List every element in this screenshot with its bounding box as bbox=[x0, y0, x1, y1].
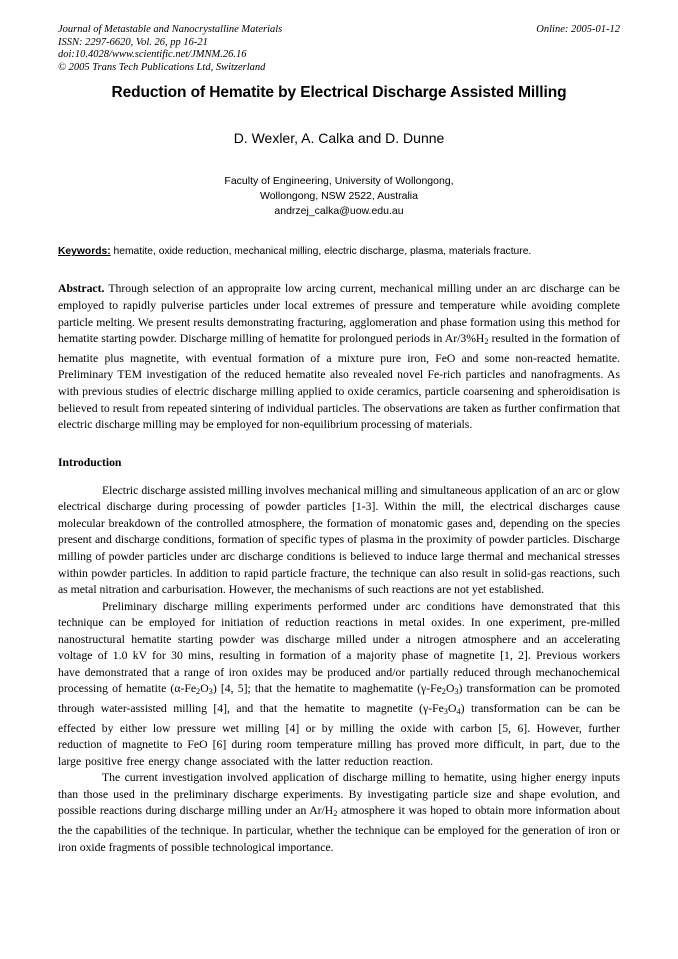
intro-p3-part-b: atmosphere it was hoped to obtain more information about the the capabilities of the technique. In particular, whether the technique can be employed for the generation of iron or iron oxide fragments of possible technological importance. bbox=[58, 804, 620, 854]
intro-p2-part-b: O bbox=[200, 682, 209, 696]
keywords-line bbox=[58, 245, 620, 259]
intro-p2-sub-c: 2 bbox=[441, 687, 446, 697]
intro-paragraph-2 bbox=[58, 599, 620, 771]
intro-p2-part-c: ) [4, 5]; that the hematite to maghematite (γ-Fe bbox=[212, 682, 442, 696]
contact-email: andrzej_calka@uow.edu.au bbox=[274, 205, 404, 218]
copyright-line: © 2005 Trans Tech Publications Ltd, Switzerland bbox=[58, 61, 266, 73]
affiliation bbox=[58, 174, 620, 204]
abstract-paragraph bbox=[58, 281, 620, 433]
intro-p3-part-a: The current investigation involved application of discharge milling to hematite, using higher energy inputs than those used in the preliminary discharge experiments. By investigating particle size and shape evolution, and possible reactions during discharge milling under an Ar/H bbox=[58, 771, 620, 818]
intro-p2-sub-a: 2 bbox=[196, 687, 201, 697]
author-list: D. Wexler, A. Calka and D. Dunne bbox=[233, 130, 445, 147]
affiliation-line-1: Faculty of Engineering, University of Wollongong, bbox=[224, 175, 454, 188]
abstract-text-part-2: resulted in the formation of hematite plus magnetite, with eventual formation of a mixture pure iron, FeO and some non-reacted hematite. Preliminary TEM investigation of the reduced hematite also revealed novel Fe-rich particles and nanofragments. As with previous studies of electric discharge milling applied to oxide ceramics, particle coarsening and spheroidisation is believed to result from repeated sintering of individual particles. The observations are taken as further confirmation that electric discharge milling may be employed for non-equilibrium processing of materials. bbox=[58, 332, 620, 432]
abstract-label: Abstract. bbox=[58, 282, 105, 296]
journal-name: Journal of Metastable and Nanocrystalline Materials bbox=[58, 24, 283, 35]
issn-line: ISSN: 2297-6620, Vol. 26, pp 16-21 bbox=[58, 36, 208, 48]
intro-p3-sub-a: 2 bbox=[333, 809, 338, 819]
keywords-label: Keywords: bbox=[58, 246, 111, 258]
intro-p2-sub-d: 3 bbox=[454, 687, 459, 697]
section-heading-introduction: Introduction bbox=[58, 455, 122, 469]
intro-p2-sub-f: 4 bbox=[456, 707, 461, 717]
intro-paragraph-3 bbox=[58, 770, 620, 856]
abstract-subscript-1: 2 bbox=[484, 337, 489, 347]
keywords-value: hematite, oxide reduction, mechanical milling, electric discharge, plasma, materials fracture. bbox=[110, 246, 532, 258]
intro-p2-part-g: ) transformation can be can be effected by either low pressure wet milling [4] or by milling the oxide with carbon [5, 6]. However, further reduction of magnetite to FeO [6] during room temperature milling has proved more difficult, in part, due to the large positive free energy change associated with the latter reduction reaction. bbox=[58, 702, 621, 768]
affiliation-line-2: Wollongong, NSW 2522, Australia bbox=[260, 190, 418, 203]
intro-p2-part-a: Preliminary discharge milling experiments performed under arc conditions have demonstrated that this technique can be employed for initiation of reduction reactions in metal oxides. In one experiment, pre-milled nanostructural hematite starting powder was discharge milled under a nitrogen atmosphere and an accelerating voltage of 1.0 kV for 30 mins, resulting in formation of a majority phase of magnetite [1, 2]. Previous workers have demonstrated that a range of iron oxides may be produced and/or partially reduced through mechanochemical processing of hematite (α-Fe bbox=[58, 599, 620, 696]
online-date: Online: 2005-01-12 bbox=[536, 24, 620, 35]
page-header bbox=[58, 24, 620, 74]
abstract-text-part-1: Through selection of an appropraite low arcing current, mechanical milling under an arc discharge can be employed to rapidly pulverise particles under local extremes of pressure and temperature while avoiding complete particle melting. We present results demonstrating fracturing, agglomeration and phase formation using this method for hematite starting powder. Discharge milling of hematite for prolongued periods in Ar/3%H bbox=[58, 282, 620, 346]
page-title: Reduction of Hematite by Electrical Discharge Assisted Milling bbox=[111, 84, 567, 102]
intro-p2-sub-b: 3 bbox=[208, 687, 213, 697]
intro-p2-part-f: O bbox=[447, 702, 457, 716]
intro-p2-part-e: ) transformation can be promoted through water-assisted milling [4], and that the hematite to magnetite (γ-Fe bbox=[58, 682, 620, 716]
intro-paragraph-1: Electric discharge assisted milling involves mechanical milling and simultaneous application of an arc or glow electrical discharge during processing of powder particles [1-3]. Within the mill, the electrical discharges cause molecular breakdown of the controlled atmosphere, the formation of monatomic gases and, depending on the species present and discharge conditions, formation of specific types of plasma in the proximity of powder particles. Discharge milling of powder particles under arc discharge conditions is believed to induce large thermal and mechanical stresses within powder particles. In addition to rapid particle fracture, the technique can also result in solid-gas reactions, such as metal nitration and carburisation. However, the mechanisms of such reactions are not yet established. bbox=[58, 483, 620, 597]
intro-p2-sub-e: 3 bbox=[443, 707, 448, 717]
doi-line: doi:10.4028/www.scientific.net/JMNM.26.16 bbox=[58, 49, 247, 61]
intro-p2-part-d: O bbox=[445, 682, 455, 696]
